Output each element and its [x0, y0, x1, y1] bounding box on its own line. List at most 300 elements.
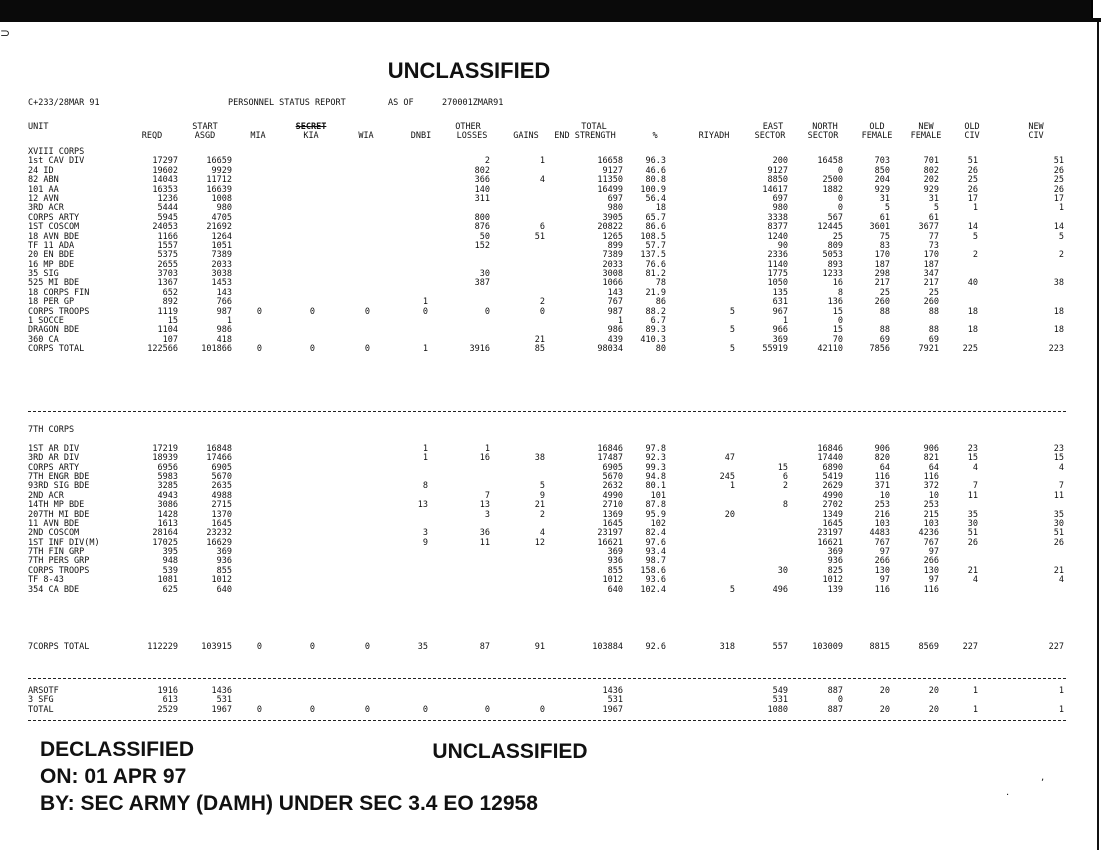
cell-other-losses: 876: [474, 222, 490, 233]
cell-total: 99.3: [645, 462, 666, 473]
cell-end-strength: 5670: [602, 471, 623, 482]
cell-end-strength: 1: [617, 316, 623, 327]
cell-start-asgd: 16629: [206, 537, 232, 548]
cell-old-female: 253: [923, 500, 939, 511]
cell-old-civ: 14: [1053, 222, 1064, 233]
cell-old-female: 372: [923, 481, 939, 492]
cell-old-civ: 23: [1053, 443, 1064, 454]
table-row: [28, 345, 1088, 354]
cell-new-female: 18: [967, 325, 978, 336]
cell-start-asgd: 16848: [206, 443, 232, 454]
cell-new-female: 11: [967, 490, 978, 501]
unit-name: 12 AVN: [28, 193, 59, 204]
cell-north-sector: 8815: [869, 642, 890, 652]
cell-gains: 21: [534, 500, 545, 511]
cell-east-sector: 15: [832, 306, 843, 317]
cell-new-female: 4: [972, 575, 978, 586]
cell-riyadh: 1240: [767, 231, 788, 242]
cell-reqd: 5444: [157, 203, 178, 214]
cell-riyadh: 369: [772, 334, 788, 345]
cell-end-strength: 1066: [602, 278, 623, 289]
cell-start-asgd: 2715: [211, 500, 232, 511]
col-other-top: OTHER: [455, 122, 481, 132]
cell-north-sector: 20: [879, 686, 890, 696]
cell-new-female: 227: [962, 642, 978, 652]
cell-north-sector: 253: [874, 500, 890, 511]
cell-total: 92.3: [645, 453, 666, 464]
cell-north-sector: 767: [874, 537, 890, 548]
cell-other-losses: 366: [474, 175, 490, 186]
cell-east-sector: 6890: [822, 462, 843, 473]
cell-new-female: 17: [967, 193, 978, 204]
cell-end-strength: 767: [607, 297, 623, 308]
cell-gains: 2: [539, 297, 545, 308]
cell-north-sector: 7856: [869, 344, 890, 355]
cell-start-asgd: 101866: [201, 344, 232, 355]
cell-reqd: 1166: [157, 231, 178, 242]
cell-old-female: 217: [923, 278, 939, 289]
cell-reqd: 3086: [157, 500, 178, 511]
cell-east-sector: 0: [837, 193, 843, 204]
unit-name: ARSOTF: [28, 686, 59, 696]
cell-start-asgd: 4705: [211, 212, 232, 223]
cell-north-sector: 130: [874, 565, 890, 576]
cell-start-asgd: 7389: [211, 250, 232, 261]
struck-secret-stamp: SECRET: [295, 122, 327, 132]
unit-name: 24 ID: [28, 165, 54, 176]
cell-old-female: 97: [928, 575, 939, 586]
cell-east-sector: 0: [837, 203, 843, 214]
cell-old-female: 7921: [918, 344, 939, 355]
cell-old-female: 10: [928, 490, 939, 501]
unit-name: 1ST AR DIV: [28, 443, 80, 454]
cell-gains: 6: [539, 222, 545, 233]
cell-old-civ: 2: [1058, 250, 1064, 261]
cell-total: 88.2: [645, 306, 666, 317]
cell-old-female: 88: [928, 325, 939, 336]
unit-name: 18 AVN BDE: [28, 231, 80, 242]
cell-north-sector: 88: [879, 325, 890, 336]
cell-old-civ: 1: [1058, 704, 1064, 715]
cell-end-strength: 899: [607, 240, 623, 251]
cell-start-asgd: 936: [216, 556, 232, 567]
cell-total: 46.6: [645, 165, 666, 176]
unit-name: 11 AVN BDE: [28, 518, 80, 529]
cell-reqd: 5983: [157, 471, 178, 482]
cell-end-strength: 1967: [602, 704, 623, 715]
cell-total: 81.2: [645, 269, 666, 280]
cell-dnbi: 13: [417, 500, 428, 511]
cell-other-losses: 30: [479, 269, 490, 280]
cell-old-civ: 4: [1058, 462, 1064, 473]
cell-end-strength: 2033: [602, 259, 623, 270]
cell-east-sector: 23197: [817, 528, 843, 539]
cell-end-strength: 855: [607, 565, 623, 576]
cell-total: 137.5: [640, 250, 666, 261]
unit-name: 18 CORPS FIN: [28, 287, 90, 298]
unit-name: 3RD AR DIV: [28, 453, 80, 464]
cell-east-sector: 893: [827, 259, 843, 270]
unit-name: CORPS TOTAL: [28, 344, 85, 355]
cell--: 20: [724, 509, 735, 520]
cell-reqd: 2529: [157, 704, 178, 715]
cell-dnbi: 1: [422, 453, 428, 464]
cell-north-sector: 97: [879, 575, 890, 586]
cell-reqd: 892: [162, 297, 178, 308]
unit-name: 3RD ACR: [28, 203, 64, 214]
cell-gains: 12: [534, 537, 545, 548]
cell-east-sector: 2629: [822, 481, 843, 492]
cell-reqd: 1367: [157, 278, 178, 289]
cell-other-losses: 50: [479, 231, 490, 242]
cell-start-asgd: 9929: [211, 165, 232, 176]
cell--: 5: [729, 344, 735, 355]
cell-total: 98.7: [645, 556, 666, 567]
cell-start-asgd: 16639: [206, 184, 232, 195]
cell-old-civ: 4: [1058, 575, 1064, 586]
cell-start-asgd: 16659: [206, 156, 232, 167]
cell-gains: 51: [534, 231, 545, 242]
cell-start-asgd: 1645: [211, 518, 232, 529]
cell-end-strength: 16658: [597, 156, 623, 167]
cell-riyadh: 200: [772, 156, 788, 167]
unit-name: TOTAL: [28, 704, 54, 715]
cell-new-female: 18: [967, 306, 978, 317]
cell-other-losses: 0: [484, 704, 490, 715]
unit-name: 2ND COSCOM: [28, 528, 80, 539]
cell-riyadh: 697: [772, 193, 788, 204]
cell-old-civ: 21: [1053, 565, 1064, 576]
cell-gains: 38: [534, 453, 545, 464]
table-row: [28, 687, 1088, 696]
unit-name: XVIII CORPS: [28, 147, 85, 157]
cell-north-sector: 64: [879, 462, 890, 473]
cell-reqd: 18939: [152, 453, 178, 464]
cell-start-asgd: 1051: [211, 240, 232, 251]
cell-old-civ: 35: [1053, 509, 1064, 520]
cell-old-female: 260: [923, 297, 939, 308]
cell-total: 100.9: [640, 184, 666, 195]
cell-riyadh: 6: [782, 471, 788, 482]
cell-end-strength: 986: [607, 325, 623, 336]
cell-east-sector: 4990: [822, 490, 843, 501]
table-row: [28, 586, 1088, 595]
cell-total: 80: [655, 344, 666, 355]
cell-reqd: 625: [162, 584, 178, 595]
cell-reqd: 112229: [147, 642, 178, 652]
cell-start-asgd: 1012: [211, 575, 232, 586]
cell-old-civ: 25: [1053, 175, 1064, 186]
unit-name: 1st CAV DIV: [28, 156, 85, 167]
cell-old-female: 202: [923, 175, 939, 186]
cell-start-asgd: 531: [216, 695, 232, 706]
cell-north-sector: 5: [884, 203, 890, 214]
cell-end-strength: 16621: [597, 537, 623, 548]
cell-east-sector: 16458: [817, 156, 843, 167]
cell-riyadh: 631: [772, 297, 788, 308]
unit-name: DRAGON BDE: [28, 325, 80, 336]
cell-new-female: 51: [967, 528, 978, 539]
cell-gains: 85: [534, 344, 545, 355]
cell-other-losses: 311: [474, 193, 490, 204]
cell-reqd: 5375: [157, 250, 178, 261]
cell-east-sector: 103009: [812, 642, 843, 652]
col-gains: GAINS: [513, 131, 539, 141]
cell-total: 86: [655, 297, 666, 308]
cell-riyadh: 966: [772, 325, 788, 336]
cell-total: 97.8: [645, 443, 666, 454]
cell-north-sector: 75: [879, 231, 890, 242]
cell-total: 158.6: [640, 565, 666, 576]
cell-mia: 0: [256, 344, 262, 355]
col-kia: KIA: [303, 131, 319, 141]
cell-start-asgd: 369: [216, 547, 232, 558]
cell-north-sector: 25: [879, 287, 890, 298]
cell-total: 6.7: [650, 316, 666, 327]
cell-reqd: 2655: [157, 259, 178, 270]
cell-end-strength: 1436: [602, 686, 623, 696]
cell--: 318: [719, 642, 735, 652]
unit-name: 18 PER GP: [28, 297, 75, 308]
cell-east-sector: 42110: [817, 344, 843, 355]
cell-total: 65.7: [645, 212, 666, 223]
cell-reqd: 652: [162, 287, 178, 298]
cell-north-sector: 116: [874, 584, 890, 595]
cell-total: 102.4: [640, 584, 666, 595]
cell-old-female: 88: [928, 306, 939, 317]
cell-old-civ: 18: [1053, 325, 1064, 336]
cell-old-female: 347: [923, 269, 939, 280]
cell-gains: 4: [539, 528, 545, 539]
cell-riyadh: 967: [772, 306, 788, 317]
cell-start-asgd: 4988: [211, 490, 232, 501]
cell-old-female: 929: [923, 184, 939, 195]
cell-old-civ: 1: [1058, 686, 1064, 696]
cell-old-female: 767: [923, 537, 939, 548]
cell-start-asgd: 766: [216, 297, 232, 308]
cell-east-sector: 369: [827, 547, 843, 558]
cell-start-asgd: 2033: [211, 259, 232, 270]
col-oldf-top: OLD: [869, 122, 885, 132]
cell-start-asgd: 1: [226, 316, 232, 327]
cell-north-sector: 216: [874, 509, 890, 520]
cell-gains: 2: [539, 509, 545, 520]
cell-old-civ: 15: [1053, 453, 1064, 464]
cell-new-female: 40: [967, 278, 978, 289]
cell-new-female: 1: [972, 704, 978, 715]
cell-east-sector: 5419: [822, 471, 843, 482]
unit-name: 525 MI BDE: [28, 278, 80, 289]
cell-old-female: 701: [923, 156, 939, 167]
col-start-top: START: [192, 122, 218, 132]
cell-old-female: 4236: [918, 528, 939, 539]
classification-banner-top: UNCLASSIFIED: [387, 58, 551, 83]
unit-name: 7TH ENGR BDE: [28, 471, 90, 482]
cell-start-asgd: 986: [216, 325, 232, 336]
cell-total: 80.8: [645, 175, 666, 186]
col-oldc-top: OLD: [964, 122, 980, 132]
cell-other-losses: 802: [474, 165, 490, 176]
cell-end-strength: 103884: [592, 642, 623, 652]
col-dnbi: DNBI: [410, 131, 432, 141]
cell-east-sector: 0: [837, 316, 843, 327]
cell-end-strength: 531: [607, 695, 623, 706]
cell-end-strength: 2710: [602, 500, 623, 511]
cell-old-civ: 26: [1053, 165, 1064, 176]
cell-riyadh: 531: [772, 695, 788, 706]
cell-east-sector: 8: [837, 287, 843, 298]
cell-east-sector: 809: [827, 240, 843, 251]
col-oldc-bot: CIV: [964, 131, 980, 141]
scan-top-bar: [0, 0, 1101, 22]
unit-name: TF 11 ADA: [28, 240, 75, 251]
cell-total: 80.1: [645, 481, 666, 492]
section-divider: [28, 411, 1066, 412]
col-pct: %: [652, 131, 658, 141]
cell-total: 21.9: [645, 287, 666, 298]
cell-end-strength: 1369: [602, 509, 623, 520]
cell-end-strength: 640: [607, 584, 623, 595]
cell-riyadh: 980: [772, 203, 788, 214]
cell-start-asgd: 6905: [211, 462, 232, 473]
cell-total: 57.7: [645, 240, 666, 251]
cell-total: 87.8: [645, 500, 666, 511]
cell-reqd: 1613: [157, 518, 178, 529]
cell-new-female: 15: [967, 453, 978, 464]
scan-corner-notch: [1091, 0, 1101, 18]
corner-mark: ⊃: [0, 26, 11, 40]
cell-end-strength: 1645: [602, 518, 623, 529]
cell-start-asgd: 1436: [211, 686, 232, 696]
cell-total: 82.4: [645, 528, 666, 539]
cell-new-female: 26: [967, 537, 978, 548]
cell-mia: 0: [256, 642, 262, 652]
cell-east-sector: 1645: [822, 518, 843, 529]
cell-old-civ: 18: [1053, 306, 1064, 317]
cell-reqd: 28164: [152, 528, 178, 539]
cell-north-sector: 4483: [869, 528, 890, 539]
cell-reqd: 16353: [152, 184, 178, 195]
cell-new-female: 23: [967, 443, 978, 454]
cell-riyadh: 496: [772, 584, 788, 595]
cell-end-strength: 6905: [602, 462, 623, 473]
cell-end-strength: 7389: [602, 250, 623, 261]
cell-reqd: 17025: [152, 537, 178, 548]
cell-end-strength: 2632: [602, 481, 623, 492]
cell-new-female: 26: [967, 165, 978, 176]
cell-reqd: 1119: [157, 306, 178, 317]
cell-end-strength: 17487: [597, 453, 623, 464]
cell-reqd: 1104: [157, 325, 178, 336]
cell-dnbi: 1: [422, 344, 428, 355]
cell-north-sector: 170: [874, 250, 890, 261]
cell-north-sector: 298: [874, 269, 890, 280]
col-oldf-bot: FEMALE: [861, 131, 893, 141]
cell-end-strength: 980: [607, 203, 623, 214]
cell-other-losses: 1: [484, 443, 490, 454]
cell-riyadh: 8: [782, 500, 788, 511]
cell-old-civ: 51: [1053, 156, 1064, 167]
cell-total: 92.6: [645, 642, 666, 652]
cell-end-strength: 3905: [602, 212, 623, 223]
cell-wia: 0: [364, 704, 370, 715]
cell-old-female: 821: [923, 453, 939, 464]
cell-reqd: 1428: [157, 509, 178, 520]
cell-riyadh: 15: [777, 462, 788, 473]
cell-north-sector: 204: [874, 175, 890, 186]
unit-name: 7TH CORPS: [28, 425, 75, 435]
cell--: 5: [729, 325, 735, 336]
unit-name: 207TH MI BDE: [28, 509, 90, 520]
cell-riyadh: 1: [782, 316, 788, 327]
col-other-bot: LOSSES: [456, 131, 488, 141]
cell-old-civ: 7: [1058, 481, 1064, 492]
cell-riyadh: 2336: [767, 250, 788, 261]
section-7th-corps-total: [28, 643, 1088, 652]
cell-old-female: 3677: [918, 222, 939, 233]
cell-north-sector: 61: [879, 212, 890, 223]
cell-reqd: 948: [162, 556, 178, 567]
cell-north-sector: 260: [874, 297, 890, 308]
col-newf-top: NEW: [918, 122, 934, 132]
cell-east-sector: 70: [832, 334, 843, 345]
cell-riyadh: 30: [777, 565, 788, 576]
cell-old-female: 802: [923, 165, 939, 176]
cell-end-strength: 143: [607, 287, 623, 298]
cell-total: 89.3: [645, 325, 666, 336]
cell-east-sector: 567: [827, 212, 843, 223]
cell-new-female: 1: [972, 686, 978, 696]
cell-old-civ: 51: [1053, 528, 1064, 539]
cell-north-sector: 3601: [869, 222, 890, 233]
cell-reqd: 1557: [157, 240, 178, 251]
cell-total: 78: [655, 278, 666, 289]
cell--: 5: [729, 584, 735, 595]
col-unit: UNIT: [28, 122, 49, 132]
cell-old-female: 69: [928, 334, 939, 345]
col-north-top: NORTH: [812, 122, 838, 132]
cell-new-female: 5: [972, 231, 978, 242]
cell-mia: 0: [256, 704, 262, 715]
cell-start-asgd: 1264: [211, 231, 232, 242]
cell-start-asgd: 1967: [211, 704, 232, 715]
section-xviii-corps: [28, 148, 1088, 355]
cell-east-sector: 16: [832, 278, 843, 289]
cell-north-sector: 850: [874, 165, 890, 176]
cell-other-losses: 3: [484, 509, 490, 520]
cell-total: 95.9: [645, 509, 666, 520]
cell-reqd: 4943: [157, 490, 178, 501]
col-newc-bot: CIV: [1028, 131, 1044, 141]
cell-riyadh: 557: [772, 642, 788, 652]
table-row: [28, 308, 1088, 317]
cell-east-sector: 15: [832, 325, 843, 336]
cell-start-asgd: 1370: [211, 509, 232, 520]
unit-name: 93RD SIG BDE: [28, 481, 90, 492]
cell-north-sector: 83: [879, 240, 890, 251]
unit-name: 3 SFG: [28, 695, 54, 706]
cell-old-civ: 38: [1053, 278, 1064, 289]
cell-old-female: 20: [928, 686, 939, 696]
cell-dnbi: 9: [422, 537, 428, 548]
cell-north-sector: 69: [879, 334, 890, 345]
cell-kia: 0: [309, 704, 315, 715]
cell-old-female: 130: [923, 565, 939, 576]
cell-east-sector: 16846: [817, 443, 843, 454]
cell-total: 102: [650, 518, 666, 529]
cell-end-strength: 1265: [602, 231, 623, 242]
table-row: [28, 426, 1088, 435]
